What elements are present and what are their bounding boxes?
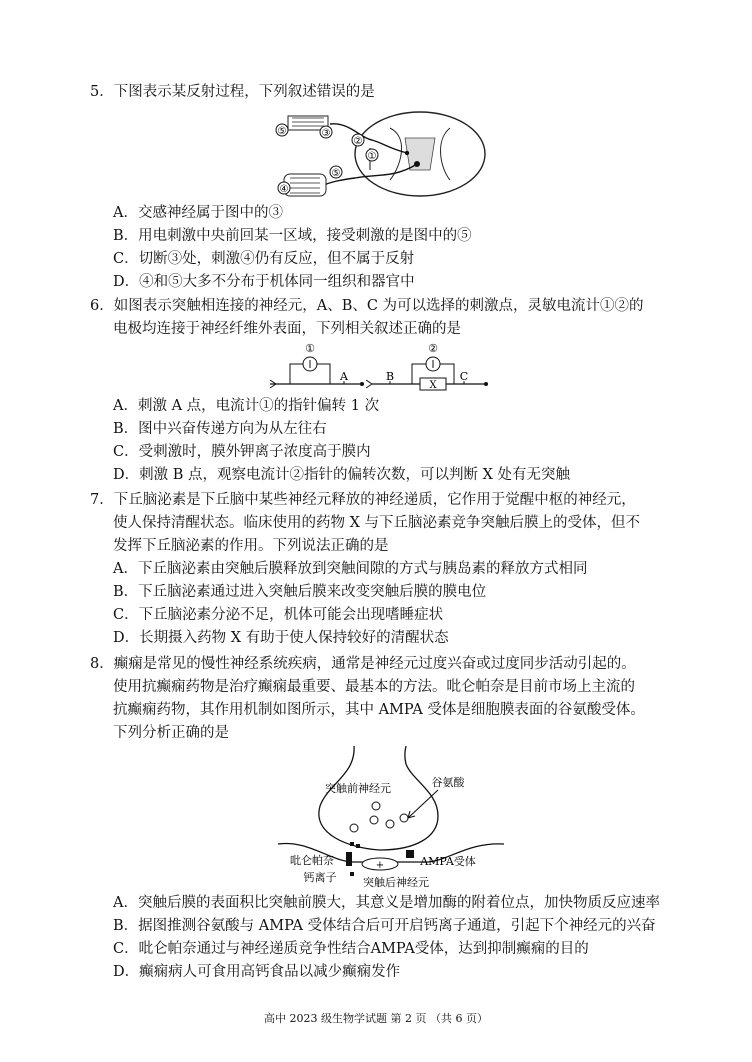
q8-option-c: C．吡仑帕奈通过与神经递质竞争性结合AMPA受体，达到抑制癫痫的目的	[113, 941, 589, 957]
q8-option-d: D．癫痫病人可食用高钙食品以减少癫痫发作	[113, 964, 401, 980]
q8-stem-line4: 下列分析正确的是	[113, 725, 229, 741]
q7-stem-line3: 发挥下丘脑泌素的作用。下列说法正确的是	[113, 538, 389, 554]
q8-label-drug: 吡仑帕奈	[290, 854, 334, 867]
q5-option-c: C．切断③处，刺激④仍有反应，但不属于反射	[113, 251, 415, 267]
q6-option-a: A．刺激 A 点，电流计①的指针偏转 1 次	[113, 398, 380, 414]
q6-option-d: D．刺激 B 点，观察电流计②指针的偏转次数，可以判断 X 处有无突触	[113, 467, 571, 483]
q6-meter1-label: ①	[305, 342, 315, 355]
svg-text:+: +	[375, 860, 385, 871]
q7-stem-line2: 使人保持清醒状态。临床使用的药物 X 与下丘脑泌素竞争突触后膜上的受体，但不	[113, 515, 641, 531]
q8-stem-line1: 8．癫痫是常见的慢性神经系统疾病，通常是神经元过度兴奋或过度同步活动引起的。	[90, 656, 636, 672]
q6-meter2-label: ②	[428, 342, 438, 355]
q6-stem-line1: 6．如图表示突触相连接的神经元，A、B、C 为可以选择的刺激点，灵敏电流计①②的	[90, 298, 644, 314]
q5-option-b: B．用电刺激中央前回某一区域，接受刺激的是图中的⑤	[113, 228, 472, 244]
q7-option-a: A．下丘脑泌素由突触后膜释放到突触间隙的方式与胰岛素的释放方式相同	[113, 561, 588, 577]
q8-synapse-figure	[268, 744, 508, 892]
q6-option-c: C．受刺激时，膜外钾离子浓度高于膜内	[113, 444, 371, 460]
q7-option-d: D．长期摄入药物 X 有助于使人保持较好的清醒状态	[113, 630, 449, 646]
q7-option-b: B．下丘脑泌素通过进入突触后膜来改变突触后膜的膜电位	[113, 584, 487, 600]
q8-label-postsynaptic: 突触后神经元	[363, 876, 429, 889]
q8-label-presynaptic: 突触前神经元	[325, 782, 391, 795]
q8-label-calcium: 钙离子	[303, 871, 337, 884]
q8-stem-line2: 使用抗癫痫药物是治疗癫痫最重要、最基本的方法。吡仑帕奈是目前市场上主流的	[113, 679, 635, 695]
q5-label-5-top: ⑤	[277, 126, 287, 137]
q7-stem-line1: 7．下丘脑泌素是下丘脑中某些神经元释放的神经递质，它作用于觉醒中枢的神经元，	[90, 492, 636, 508]
q6-x-box: X	[429, 380, 437, 391]
q5-stem: 5．下图表示某反射过程，下列叙述错误的是	[90, 84, 375, 100]
q8-label-glutamate: 谷氨酸	[431, 776, 465, 789]
q5-label-3: ③	[321, 128, 331, 139]
page-footer: 高中 2023 级生物学试题 第 2 页 （共 6 页）	[264, 1012, 488, 1025]
q5-label-5-bottom: ⑤	[331, 168, 341, 179]
q5-label-1: ①	[367, 151, 377, 162]
q5-label-4: ④	[279, 184, 289, 195]
q8-option-a: A．突触后膜的表面积比突触前膜大，其意义是增加酶的附着位点，加快物质反应速率	[113, 895, 660, 911]
q5-reflex-arc-figure	[270, 108, 495, 200]
q5-option-d: D．④和⑤大多不分布于机体同一组织和器官中	[113, 274, 415, 290]
q8-label-ampa: AMPA受体	[420, 855, 476, 868]
q5-label-2: ②	[353, 136, 363, 147]
q6-point-c: C	[459, 370, 469, 383]
q6-neuron-meter-figure	[268, 342, 493, 392]
q6-point-a: A	[340, 370, 348, 383]
q5-option-a: A．交感神经属于图中的③	[113, 205, 283, 221]
q6-stem-line2: 电极均连接于神经纤维外表面，下列相关叙述正确的是	[113, 321, 461, 337]
q6-option-b: B．图中兴奋传递方向为从左往右	[113, 421, 327, 437]
q8-option-b: B．据图推测谷氨酸与 AMPA 受体结合后可开启钙离子通道，引起下个神经元的兴奋	[113, 918, 656, 934]
q7-option-c: C．下丘脑泌素分泌不足，机体可能会出现嗜睡症状	[113, 607, 444, 623]
q6-point-b: B	[385, 370, 395, 383]
q8-stem-line3: 抗癫痫药物，其作用机制如图所示，其中 AMPA 受体是细胞膜表面的谷氨酸受体。	[113, 702, 645, 718]
